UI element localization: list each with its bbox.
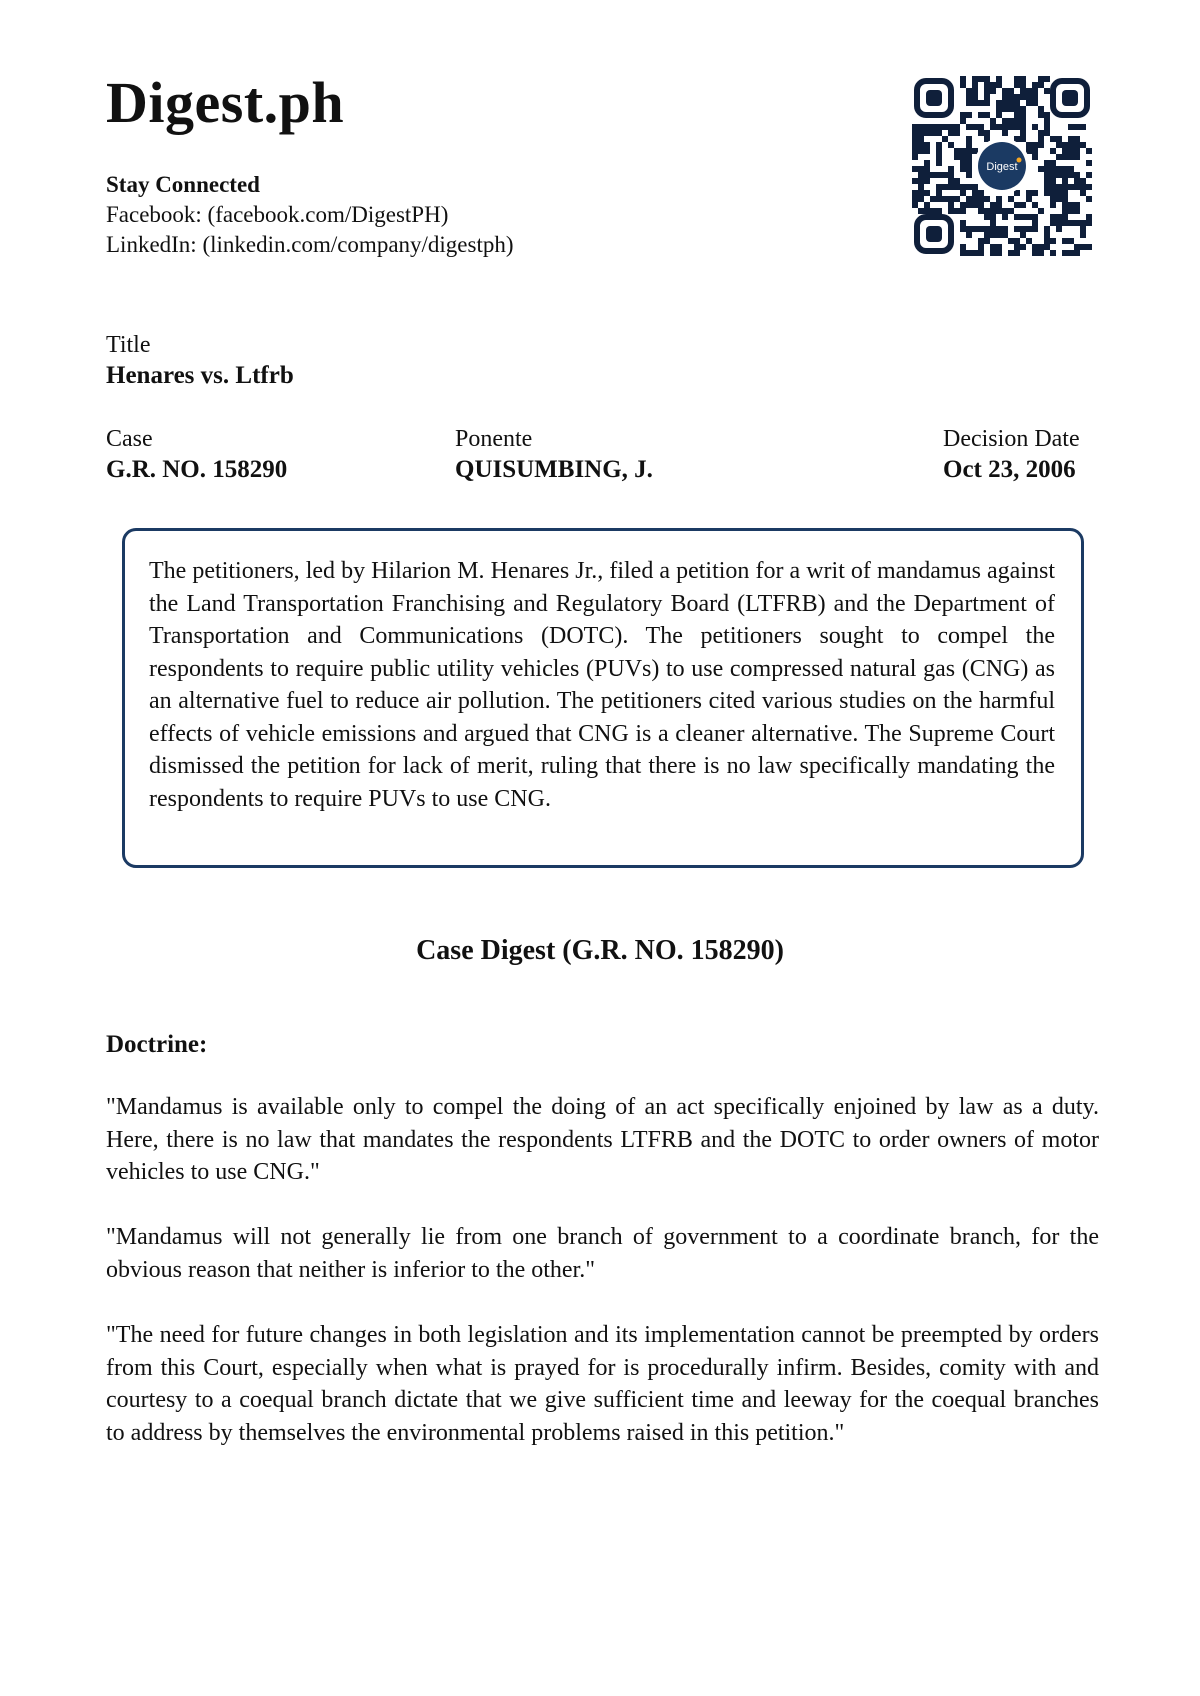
linkedin-link[interactable]: LinkedIn: (linkedin.com/company/digestph): [106, 232, 514, 257]
stay-connected-heading: Stay Connected: [106, 172, 260, 197]
social-links: [106, 170, 514, 260]
summary-box: [122, 528, 1084, 868]
doctrine-paragraph: "Mandamus is available only to compel the doing of an act specifically enjoined by law as a duty. Here, there is no law that mandates the respondents LTFRB and the DOTC to order owners of motor vehicles to use CNG.": [106, 1094, 1099, 1185]
qr-logo-text: Digest: [986, 161, 1018, 173]
qr-code-icon: [912, 76, 1092, 256]
doctrine-heading: Doctrine:: [106, 1031, 208, 1058]
doctrine-paragraph: "The need for future changes in both legislation and its implementation cannot be preempted by orders from this Court, especially when what is prayed for is procedurally infirm. Besides, comity with and courtesy to a coequal branch dictate that we give sufficient time and leeway for the coequal branches to address by themselves the environmental problems raised in this petition.": [106, 1322, 1099, 1446]
brand-title: Digest.ph: [106, 70, 345, 135]
facebook-link[interactable]: Facebook: (facebook.com/DigestPH): [106, 202, 449, 227]
doctrine-paragraph: "Mandamus will not generally lie from one branch of government to a coordinate branch, for the obvious reason that neither is inferior to the other.": [106, 1224, 1099, 1283]
decision-date-label: Decision Date: [943, 426, 1080, 452]
digest-heading: Case Digest (G.R. NO. 158290): [416, 935, 784, 966]
case-label: Case: [106, 426, 153, 452]
summary-text: The petitioners, led by Hilarion M. Henares Jr., filed a petition for a writ of mandamus against the Land Transportation Franchising and Regulatory Board (LTFRB) and the Department of Transportation and Communications (DOTC). The petitioners sought to compel the respondents to require public utility vehicles (PUVs) to use compressed natural gas (CNG) as an alternative fuel to reduce air pollution. The petitioners cited various studies on the harmful effects of vehicle emissions and argued that CNG is a cleaner alternative. The Supreme Court dismissed the petition for lack of merit, ruling that there is no law specifically mandating the respondents to require PUVs to use CNG.: [149, 558, 1055, 812]
ponente-label: Ponente: [455, 426, 533, 452]
case-title: Henares vs. Ltfrb: [106, 362, 294, 389]
case-number: G.R. NO. 158290: [106, 456, 288, 483]
title-label: Title: [106, 332, 151, 358]
decision-date: Oct 23, 2006: [943, 456, 1076, 483]
ponente-name: QUISUMBING, J.: [455, 456, 653, 483]
